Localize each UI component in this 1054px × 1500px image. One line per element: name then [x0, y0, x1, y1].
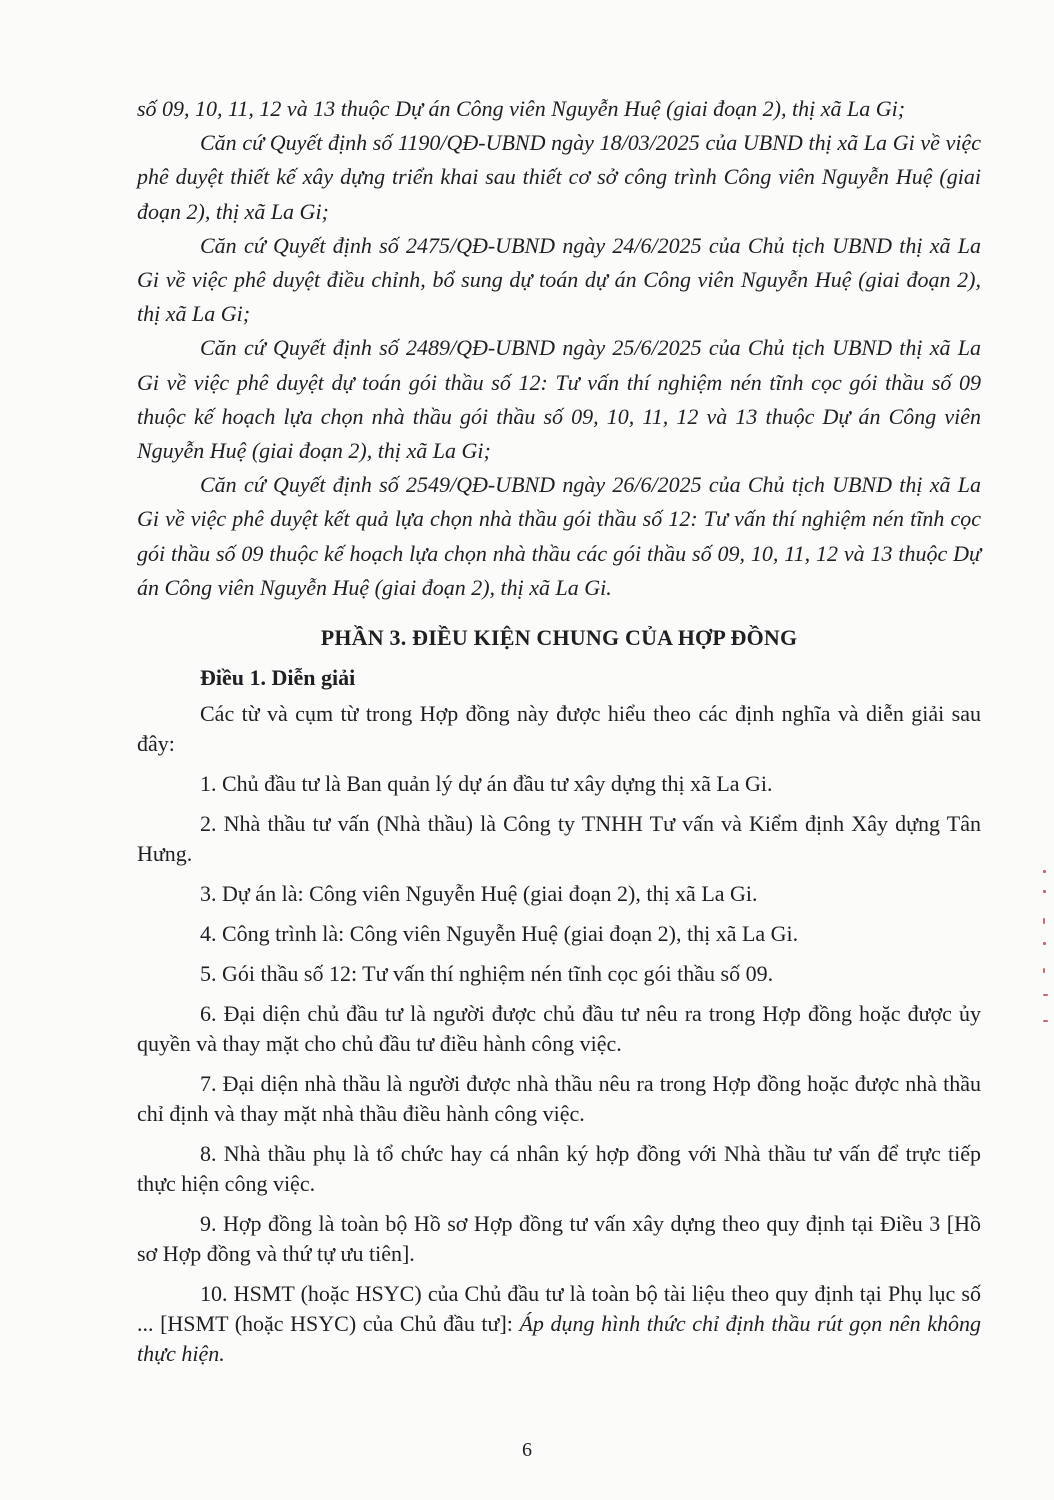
section-title: PHẦN 3. ĐIỀU KIỆN CHUNG CỦA HỢP ĐỒNG — [320, 625, 798, 651]
article-intro: Các từ và cụm từ trong Hợp đồng này được hiểu theo các định nghĩa và diễn giải sau đây: — [137, 701, 981, 757]
legal-basis-2489: Căn cứ Quyết định số 2489/QĐ-UBND ngày 25/6/2025 của Chủ tịch UBND thị xã La Gi về việc phê duyệt dự toán gói thầu số 12: Tư vấn thí nghiệm nén tĩnh cọc gói thầu số 09 thuộc kế hoạch lựa chọn nhà thầu gói thầu số 09, 10, 11, 12 và 13 thuộc Dự án Công viên Nguyễn Huệ (giai đoạn 2), thị xã La Gi; — [137, 335, 981, 464]
definition-item-10 — [137, 1279, 981, 1369]
definition-10-text: 10. HSMT (hoặc HSYC) của Chủ đầu tư là toàn bộ tài liệu theo quy định tại Phụ lục số ... [HSMT (hoặc HSYC) của Chủ đầu tư]: — [137, 1281, 981, 1337]
definition-10-note: Áp dụng hình thức chỉ định thầu rút gọn nên không thực hiện. — [137, 1311, 981, 1367]
definition-item: 1. Chủ đầu tư là Ban quản lý dự án đầu tư xây dựng thị xã La Gi. — [200, 771, 773, 797]
definition-item: 3. Dự án là: Công viên Nguyễn Huệ (giai đoạn 2), thị xã La Gi. — [200, 881, 758, 907]
definition-item: 6. Đại diện chủ đầu tư là người được chủ đầu tư nêu ra trong Hợp đồng hoặc được ủy quyền và thay mặt cho chủ đầu tư điều hành công việc. — [137, 1001, 981, 1057]
definition-item: 2. Nhà thầu tư vấn (Nhà thầu) là Công ty TNHH Tư vấn và Kiểm định Xây dựng Tân Hưng. — [137, 811, 981, 867]
definition-item: 9. Hợp đồng là toàn bộ Hồ sơ Hợp đồng tư vấn xây dựng theo quy định tại Điều 3 [Hồ sơ Hợp đồng và thứ tự ưu tiên]. — [137, 1211, 981, 1267]
intro-paragraph-continuation: số 09, 10, 11, 12 và 13 thuộc Dự án Công viên Nguyễn Huệ (giai đoạn 2), thị xã La Gi; — [137, 96, 906, 121]
definition-item: 5. Gói thầu số 12: Tư vấn thí nghiệm nén tĩnh cọc gói thầu số 09. — [200, 961, 774, 987]
margin-stamp-marks — [1040, 860, 1052, 1030]
definition-item: 8. Nhà thầu phụ là tổ chức hay cá nhân ký hợp đồng với Nhà thầu tư vấn để trực tiếp thực hiện công việc. — [137, 1141, 981, 1197]
definition-item: 4. Công trình là: Công viên Nguyễn Huệ (giai đoạn 2), thị xã La Gi. — [200, 921, 799, 947]
legal-basis-2475: Căn cứ Quyết định số 2475/QĐ-UBND ngày 24/6/2025 của Chủ tịch UBND thị xã La Gi về việc phê duyệt điều chỉnh, bổ sung dự toán dự án Công viên Nguyễn Huệ (giai đoạn 2), thị xã La Gi; — [137, 232, 981, 327]
legal-basis-2549: Căn cứ Quyết định số 2549/QĐ-UBND ngày 26/6/2025 của Chủ tịch UBND thị xã La Gi về việc phê duyệt kết quả lựa chọn nhà thầu gói thầu số 12: Tư vấn thí nghiệm nén tĩnh cọc gói thầu số 09 thuộc kế hoạch lựa chọn nhà thầu các gói thầu số 09, 10, 11, 12 và 13 thuộc Dự án Công viên Nguyễn Huệ (giai đoạn 2), thị xã La Gi. — [137, 472, 981, 600]
article-title: Điều 1. Diễn giải — [200, 665, 356, 691]
legal-basis-1190: Căn cứ Quyết định số 1190/QĐ-UBND ngày 18/03/2025 của UBND thị xã La Gi về việc phê duyệt thiết kế xây dựng triển khai sau thiết cơ sở công trình Công viên Nguyễn Huệ (giai đoạn 2), thị xã La Gi; — [137, 130, 981, 224]
page-content — [137, 92, 981, 1379]
definition-item: 7. Đại diện nhà thầu là người được nhà thầu nêu ra trong Hợp đồng hoặc được nhà thầu chỉ định và thay mặt nhà thầu điều hành công việc. — [137, 1071, 981, 1127]
page-number: 6 — [522, 1439, 532, 1461]
